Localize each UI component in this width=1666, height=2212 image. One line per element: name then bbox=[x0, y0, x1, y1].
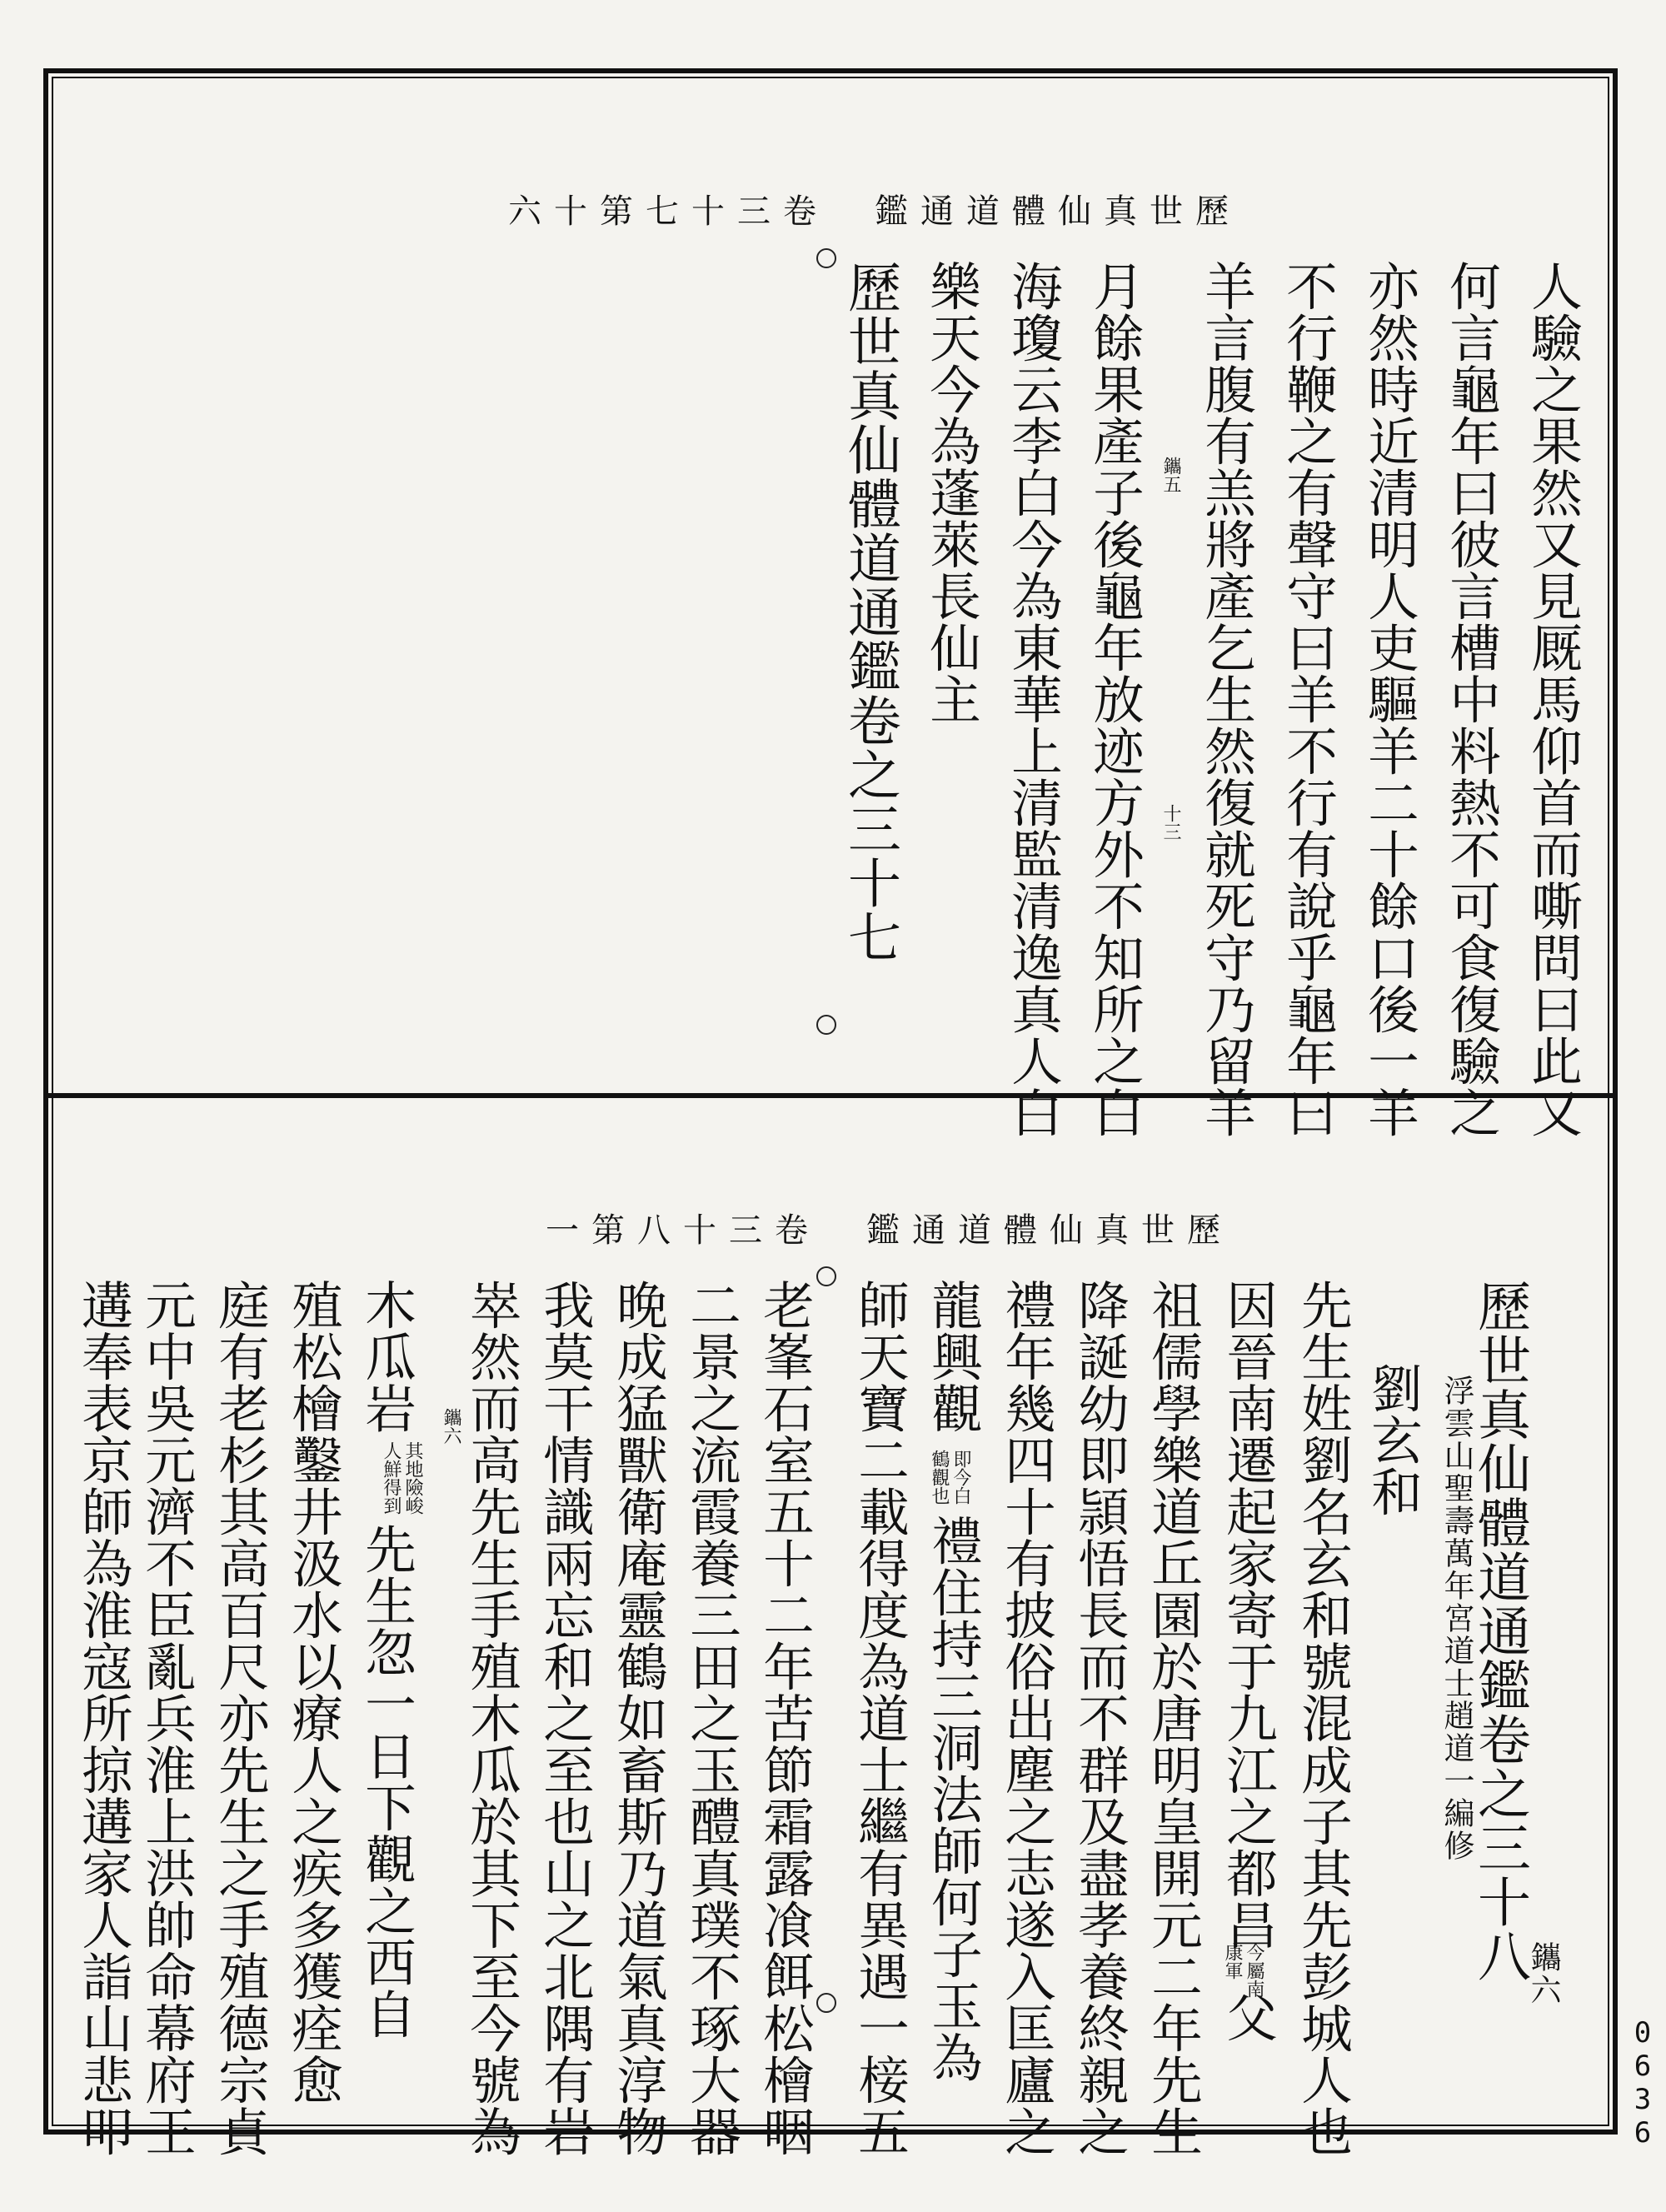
bottom-column-11: 我莫干情識兩忘和之至也山之北隅有岩 bbox=[534, 1279, 595, 2157]
bottom-subject: 劉玄和 bbox=[1362, 1362, 1423, 1517]
bottom-column-7: 師天寶二載得度為道士繼有異遇一椄五 bbox=[849, 1279, 910, 2157]
bottom-column-9: 二景之流霞養三田之玉醴真璞不琢大器 bbox=[681, 1279, 741, 2157]
bottom-column-1: 先生姓劉名玄和號混成子其先彭城人也 bbox=[1292, 1279, 1353, 2157]
top-column-3: 亦然時近清明人吏驅羊二十餘口後一羊 bbox=[1359, 260, 1419, 1138]
page-number: 0636 bbox=[1626, 2016, 1659, 2150]
bottom-column-12: 崒然而高先生手殖木瓜於其下至今號為 bbox=[461, 1279, 521, 2157]
bottom-column-17: 遘奉表京師為淮寇所掠遘家人詣山悲叩 bbox=[72, 1279, 133, 2157]
bottom-col2-note-left: 康軍 bbox=[1222, 1943, 1243, 1980]
bottom-circle-upper bbox=[816, 1266, 836, 1286]
bottom-col13-note-left: 人鮮得到 bbox=[381, 1441, 402, 1515]
bottom-column-15: 庭有老杉其高百尺亦先生之手殖德宗貞 bbox=[209, 1279, 270, 2157]
top-column-1: 人驗之果然又見厩馬仰首而嘶問曰此又 bbox=[1522, 260, 1583, 1138]
bottom-column-14: 殖松檜鑿井汲水以療人之疾多獲痊愈 bbox=[282, 1279, 343, 2105]
top-column-7: 海瓊云李白今為東華上清監清逸真人白 bbox=[1002, 260, 1063, 1138]
bottom-column-13-tail: 先生忽一日下觀之西自 bbox=[356, 1523, 416, 2040]
bottom-col2-text: 因晉南遷起家寄于九江之都昌 bbox=[1217, 1279, 1278, 1950]
bottom-circle-lower bbox=[816, 1993, 836, 2013]
bottom-column-13-head: 木瓜岩 bbox=[356, 1279, 416, 1434]
top-circle-lower bbox=[816, 1015, 836, 1035]
bottom-col2-note-right: 今屬南 bbox=[1244, 1943, 1264, 1998]
bottom-column-16: 元中吳元濟不臣亂兵淮上洪帥命幕府王 bbox=[136, 1279, 197, 2157]
bottom-column-5: 禮年幾四十有披俗出塵之志遂入匡廬之 bbox=[995, 1279, 1056, 2157]
bottom-col6-note-right: 即今白 bbox=[950, 1450, 971, 1505]
bottom-column-2 bbox=[1217, 1279, 1278, 2212]
top-end-title: 歷世真仙體道通鑑卷之三十七 bbox=[839, 260, 900, 964]
bottom-col2-tail: 父 bbox=[1217, 1991, 1278, 2043]
bottom-column-4: 降誕幼即頴悟長而不群及盡孝養終親之 bbox=[1069, 1279, 1130, 2157]
bottom-column-10: 晚成猛獸衛庵靈鶴如畜斯乃道氣真淳物 bbox=[607, 1279, 668, 2157]
bottom-column-3: 祖儒學樂道丘園於唐明皇開元二年先生 bbox=[1142, 1279, 1203, 2157]
bottom-title: 歷世真仙體道通鑑卷之三十八 bbox=[1469, 1279, 1530, 1983]
top-column-8: 樂天今為蓬萊長仙主 bbox=[920, 260, 981, 725]
bottom-col13-mark: 鑴六 bbox=[441, 1408, 461, 1445]
top-note-a: 鑴五 bbox=[1160, 457, 1181, 493]
top-column-2: 何言龜年曰彼言槽中料熱不可食復驗之 bbox=[1440, 260, 1501, 1138]
top-header: 六十第七十三卷 鑑通道體仙真世歷 bbox=[508, 192, 1241, 231]
bottom-title-mark: 鑴六 bbox=[1525, 1941, 1561, 2006]
top-circle-upper bbox=[816, 248, 836, 268]
bottom-col6-note-left: 鶴觀也 bbox=[929, 1450, 950, 1505]
top-column-6: 月餘果產子後龜年放迹方外不知所之白 bbox=[1084, 260, 1145, 1138]
top-note-b: 十三 bbox=[1160, 804, 1181, 841]
bottom-column-6-tail: 禮住持三洞法師何子玉為 bbox=[922, 1515, 983, 2083]
bottom-col13-note-right: 其地險峻 bbox=[402, 1441, 423, 1515]
bottom-column-6-head: 龍興觀 bbox=[922, 1279, 983, 1434]
bottom-column-8: 老峯石室五十二年苦節霜露飡餌松檜咽 bbox=[754, 1279, 815, 2157]
bottom-header: 一第八十三卷 鑑通道體仙真世歷 bbox=[546, 1211, 1233, 1250]
bottom-compiler: 浮雲山聖壽萬年宮道士趙道一編修 bbox=[1439, 1375, 1474, 1862]
top-column-4: 不行鞭之有聲守曰羊不行有說乎龜年曰 bbox=[1277, 260, 1338, 1138]
top-column-5b: 羊言腹有羔將產乞生然復就死守乃留羊 bbox=[1195, 260, 1256, 1138]
